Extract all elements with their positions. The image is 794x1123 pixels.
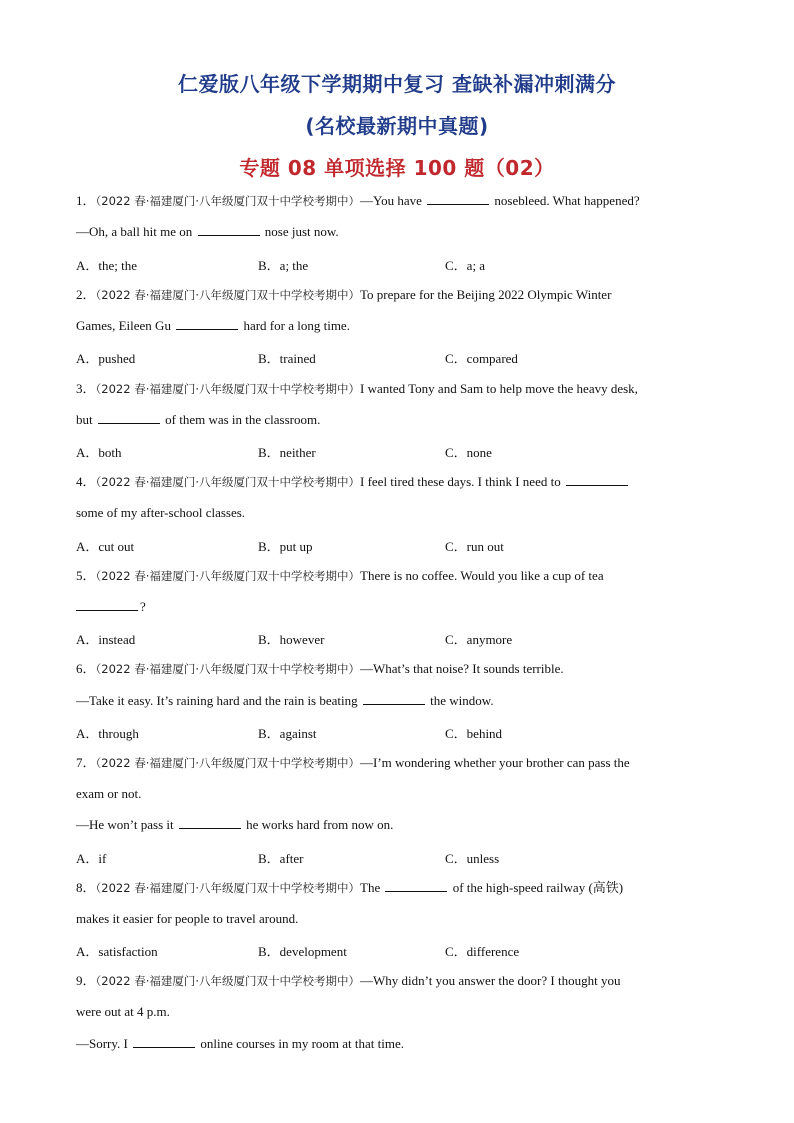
q1-option-b[interactable]: B．a; the — [258, 258, 309, 273]
q4-option-c[interactable]: C．run out — [445, 539, 504, 554]
q2-option-b[interactable]: B．trained — [258, 351, 316, 366]
answer-blank — [98, 411, 160, 424]
q6-option-c[interactable]: C．behind — [445, 726, 503, 741]
q8-line1: 8．（2022 春·福建厦门·八年级厦门双十中学校考期中）The of the high-speed railway (高铁) — [76, 880, 624, 895]
q1-line2: —Oh, a ball hit me on nose just now. — [76, 224, 339, 239]
q7-line2: exam or not. — [76, 786, 142, 801]
q8-option-c[interactable]: C．difference — [445, 944, 520, 959]
doc-subtitle: (名校最新期中真题) — [305, 114, 489, 138]
q3-line1: 3．（2022 春·福建厦门·八年级厦门双十中学校考期中）I wanted Tony and Sam to help move the heavy desk, — [76, 381, 638, 396]
q3-option-b[interactable]: B．neither — [258, 445, 316, 460]
q8-option-b[interactable]: B．development — [258, 944, 347, 959]
q3-option-a[interactable]: A．both — [76, 445, 122, 460]
q5-option-c[interactable]: C．anymore — [445, 632, 513, 647]
answer-blank — [179, 816, 241, 829]
q2-option-a[interactable]: A．pushed — [76, 351, 136, 366]
q4-option-b[interactable]: B．put up — [258, 539, 313, 554]
q6-option-a[interactable]: A．through — [76, 726, 139, 741]
q5-line1: 5．（2022 春·福建厦门·八年级厦门双十中学校考期中）There is no coffee. Would you like a cup of tea — [76, 568, 604, 583]
q7-line1: 7．（2022 春·福建厦门·八年级厦门双十中学校考期中）—I’m wondering whether your brother can pass the — [76, 755, 630, 770]
q6-line1: 6．（2022 春·福建厦门·八年级厦门双十中学校考期中）—What’s that noise? It sounds terrible. — [76, 661, 564, 676]
q5-option-a[interactable]: A．instead — [76, 632, 136, 647]
answer-blank — [566, 473, 628, 486]
q1-option-c[interactable]: C．a; a — [445, 258, 486, 273]
doc-topic: 专题 08 单项选择 100 题（02） — [239, 156, 555, 180]
q3-line2: but of them was in the classroom. — [76, 412, 321, 427]
q8-option-a[interactable]: A．satisfaction — [76, 944, 158, 959]
answer-blank — [176, 317, 238, 330]
q4-line2: some of my after-school classes. — [76, 505, 246, 520]
q7-option-a[interactable]: A．if — [76, 851, 107, 866]
q4-line1: 4．（2022 春·福建厦门·八年级厦门双十中学校考期中）I feel tired these days. I think I need to — [76, 473, 726, 491]
answer-blank — [133, 1035, 195, 1048]
q2-line1: 2．（2022 春·福建厦门·八年级厦门双十中学校考期中）To prepare for the Beijing 2022 Olympic Winter — [76, 287, 612, 302]
answer-blank — [198, 223, 260, 236]
answer-blank — [363, 692, 425, 705]
q9-line3: —Sorry. I online courses in my room at that time. — [76, 1036, 405, 1051]
q4-option-a[interactable]: A．cut out — [76, 539, 135, 554]
q2-option-c[interactable]: C．compared — [445, 351, 518, 366]
answer-blank — [385, 879, 447, 892]
answer-blank — [427, 192, 489, 205]
q1-line1: 1．（2022 春·福建厦门·八年级厦门双十中学校考期中）—You have nosebleed. What happened? — [76, 193, 640, 208]
q1-option-a[interactable]: A．the; the — [76, 258, 138, 273]
q2-line2: Games, Eileen Gu hard for a long time. — [76, 318, 350, 333]
q5-line2: ? — [76, 598, 726, 616]
q9-line2: were out at 4 p.m. — [76, 1004, 170, 1019]
q3-option-c[interactable]: C．none — [445, 445, 492, 460]
q8-line2: makes it easier for people to travel around. — [76, 911, 299, 926]
q6-line2: —Take it easy. It’s raining hard and the rain is beating the window. — [76, 693, 494, 708]
doc-title: 仁爱版八年级下学期期中复习 查缺补漏冲刺满分 — [178, 72, 616, 96]
answer-blank — [76, 598, 138, 611]
q9-line1: 9．（2022 春·福建厦门·八年级厦门双十中学校考期中）—Why didn’t you answer the door? I thought you — [76, 973, 621, 988]
q7-option-c[interactable]: C．unless — [445, 851, 500, 866]
q7-option-b[interactable]: B．after — [258, 851, 304, 866]
q5-option-b[interactable]: B．however — [258, 632, 325, 647]
q7-line3: —He won’t pass it he works hard from now on. — [76, 817, 394, 832]
q6-option-b[interactable]: B．against — [258, 726, 317, 741]
